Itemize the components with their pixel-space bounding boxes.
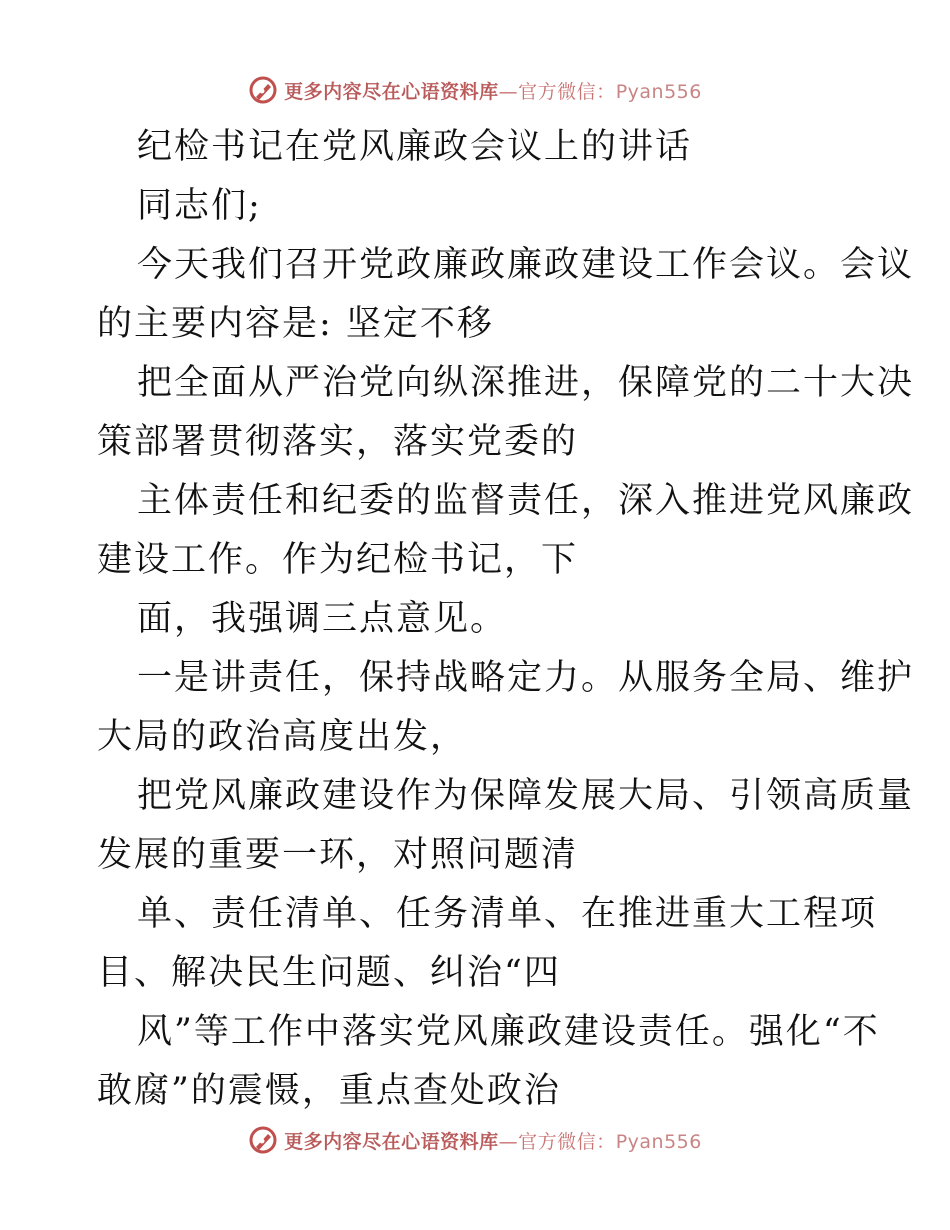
paragraph-line: 建设工作。作为纪检书记，下: [97, 540, 579, 580]
document-title: 纪检书记在党风廉政会议上的讲话: [137, 127, 693, 167]
paragraph-line: 风”等工作中落实党风廉政建设责任。强化“不: [137, 1012, 880, 1052]
watermark-text: 更多内容尽在心语资料库—官方微信：Pyan556: [284, 80, 702, 103]
watermark-text: 更多内容尽在心语资料库—官方微信：Pyan556: [284, 1130, 702, 1153]
pen-logo-icon: [248, 75, 278, 105]
paragraph-line: 把党风廉政建设作为保障发展大局、引领高质量: [137, 776, 915, 816]
paragraph-line: 敢腐”的震慑，重点查处政治: [97, 1071, 561, 1111]
paragraph-line: 目、解决民生问题、纠治“四: [97, 953, 561, 993]
paragraph-line: 主体责任和纪委的监督责任，深入推进党风廉政: [137, 481, 915, 521]
salutation: 同志们;: [137, 186, 262, 226]
paragraph-line: 策部署贯彻落实，落实党委的: [97, 422, 579, 462]
paragraph-line: 的主要内容是: 坚定不移: [97, 304, 494, 344]
document-body: [97, 118, 915, 1121]
header-watermark: [0, 70, 950, 110]
paragraph-line: 今天我们召开党政廉政廉政建设工作会议。会议: [137, 245, 915, 285]
paragraph-line: 单、责任清单、任务清单、在推进重大工程项: [137, 894, 878, 934]
paragraph-line: 一是讲责任，保持战略定力。从服务全局、维护: [137, 658, 915, 698]
paragraph-line: 大局的政治高度出发，: [97, 717, 468, 757]
paragraph-line: 把全面从严治党向纵深推进，保障党的二十大决: [137, 363, 915, 403]
footer-watermark: [0, 1120, 950, 1160]
pen-logo-icon: [248, 1125, 278, 1155]
paragraph-line: 发展的重要一环，对照问题清: [97, 835, 579, 875]
paragraph-line: 面，我强调三点意见。: [137, 599, 508, 639]
